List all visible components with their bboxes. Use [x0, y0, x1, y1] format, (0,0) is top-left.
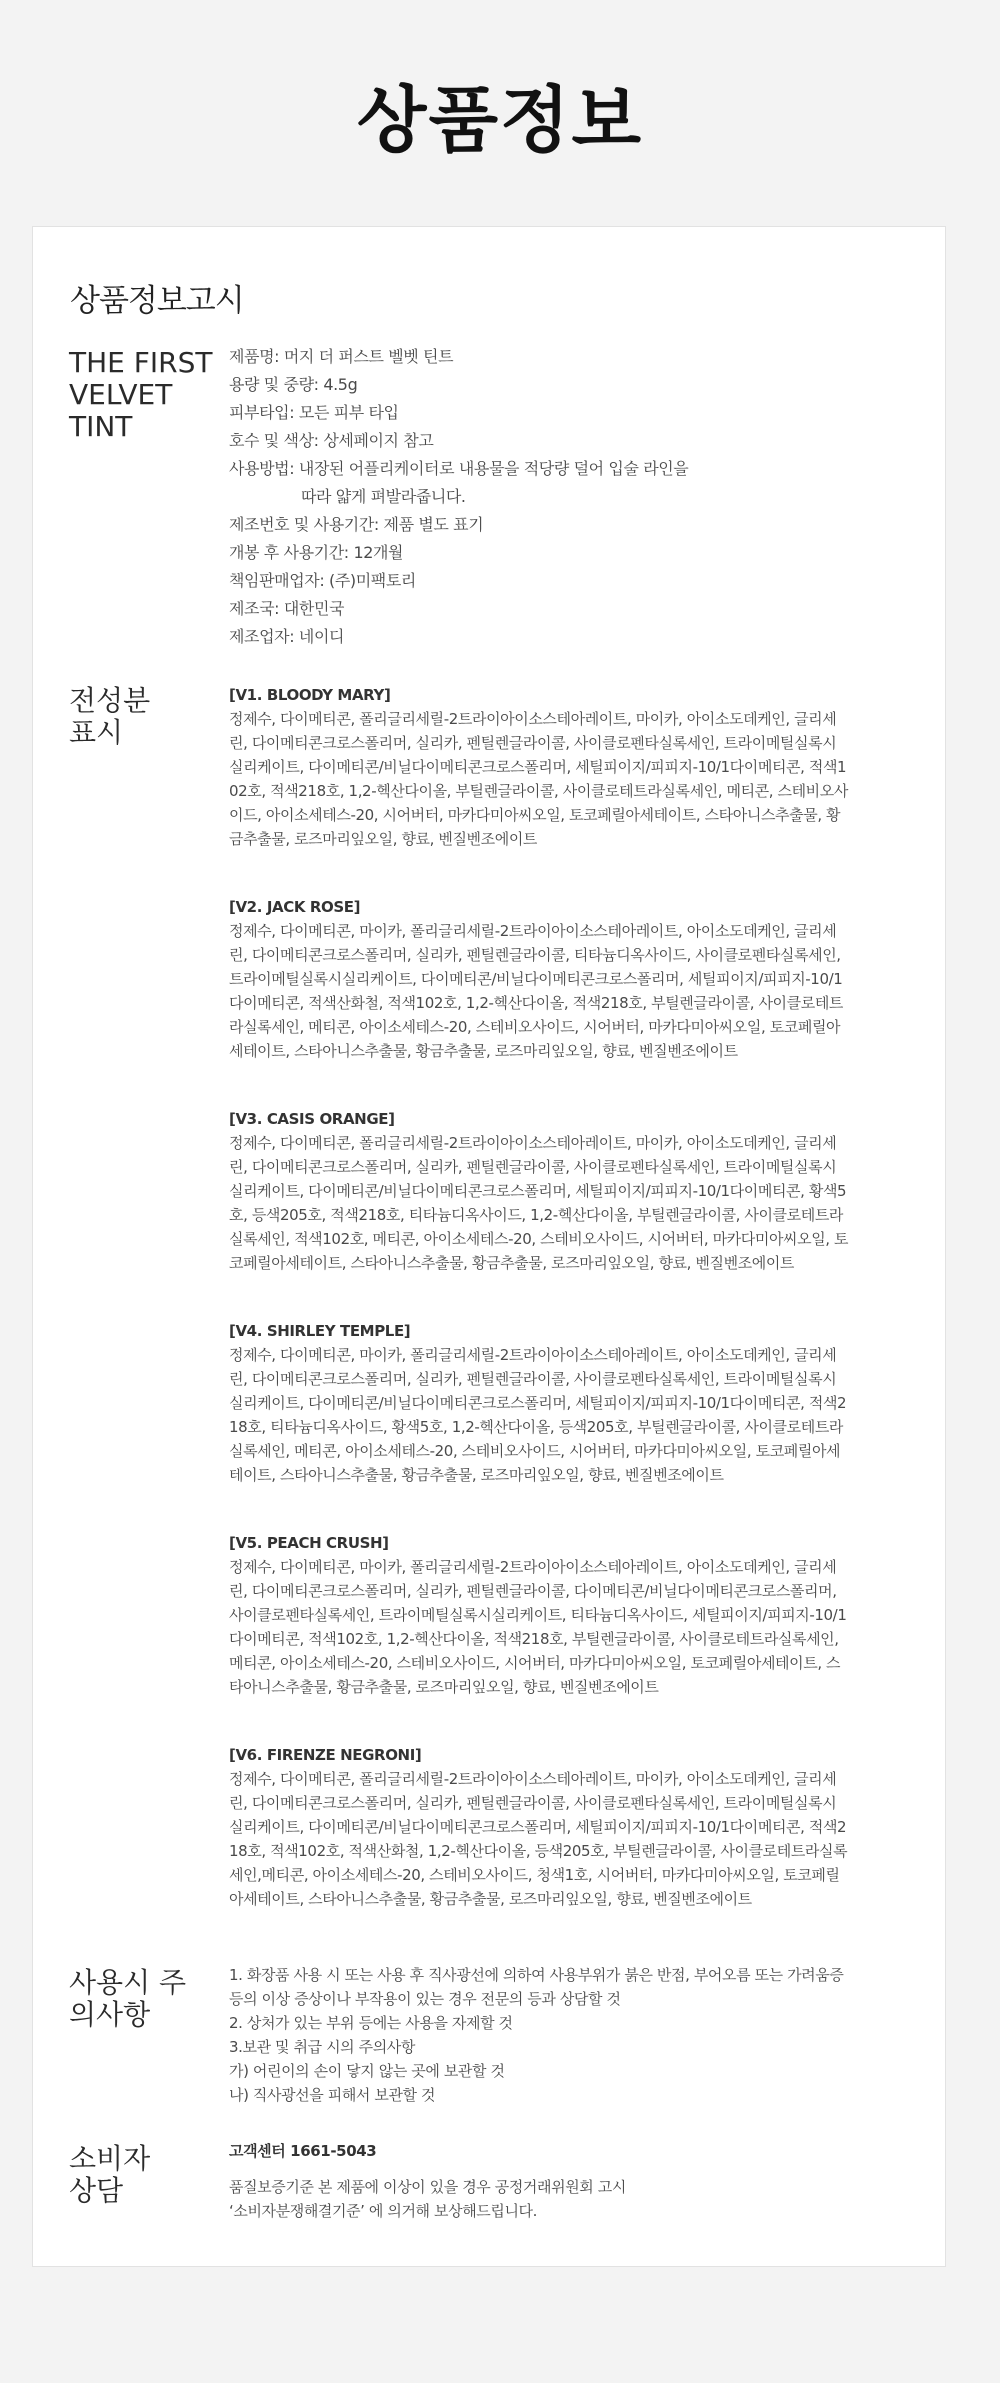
variant-ingredients: 정제수, 다이메티콘, 마이카, 폴리글리세릴-2트라이아이소스테아레이트, 아이소도데케인, 글리세린, 다이메티콘크로스폴리머, 실리카, 펜틸렌글라이콜, 티타늄디옥사이드, 사이클로펜타실록세인, 트라이메틸실록시실리케이트, 다이메티콘/비닐다이메티콘크로스폴리머, 세틸피이지/피피지-10/1다이메티콘, 적색산화철, 적색102호, 1,2-헥산다이올, 적색218호, 부틸렌글라이콜, 사이클로테트라실록세인, 메티콘, 아이소세테스-20, 스테비오사이드, 시어버터, 마카다미아씨오일, 토코페릴아세테이트, 스타아니스추출물, 황금추출물, 로즈마리잎오일, 향료, 벤질벤조에이트 — [229, 922, 844, 1060]
skin-type-line: 피부타입: 모든 피부 타입 — [229, 403, 399, 422]
variant-name: [V1. BLOODY MARY] — [229, 686, 391, 704]
distributor-line: 책임판매업자: (주)미팩토리 — [229, 571, 416, 590]
page-title: 상품정보 — [356, 78, 644, 162]
variant-ingredients: 정제수, 다이메티콘, 마이카, 폴리글리세릴-2트라이아이소스테아레이트, 아이소도데케인, 글리세린, 다이메티콘크로스폴리머, 실리카, 펜틸렌글라이콜, 사이클로펜타실록세인, 트라이메틸실록시실리케이트, 다이메티콘/비닐다이메티콘크로스폴리머, 세틸피이지/피피지-10/1다이메티콘, 적색218호, 티타늄디옥사이드, 황색5호, 1,2-헥산다이올, 등색205호, 부틸렌글라이콜, 사이클로테트라실록세인, 메티콘, 아이소세테스-20, 스테비오사이드, 시어버터, 마카다미아씨오일, 토코페릴아세테이트, 스타아니스추출물, 황금추출물, 로즈마리잎오일, 향료, 벤질벤조에이트 — [229, 1346, 847, 1484]
variant-ingredients: 정제수, 다이메티콘, 마이카, 폴리글리세릴-2트라이아이소스테아레이트, 아이소도데케인, 글리세린, 다이메티콘크로스폴리머, 실리카, 펜틸렌글라이콜, 다이메티콘/비닐다이메티콘크로스폴리머, 사이클로펜타실록세인, 트라이메틸실록시실리케이트, 티타늄디옥사이드, 세틸피이지/피피지-10/1다이메티콘, 적색102호, 1,2-헥산다이올, 적색218호, 부틸렌글라이콜, 사이클로테트라실록세인, 메티콘, 아이소세테스-20, 스테비오사이드, 시어버터, 마카다미아씨오일, 토코페릴아세테이트, 스타아니스추출물, 황금추출물, 로즈마리잎오일, 향료, 벤질벤조에이트 — [229, 1558, 847, 1696]
consumer-line: 품질보증기준 본 제품에 이상이 있을 경우 공정거래위원회 고시 — [229, 2178, 626, 2196]
caution-label: 사용시 주의사항 — [69, 1966, 187, 2031]
caution-line: 나) 직사광선을 피해서 보관할 것 — [229, 2086, 436, 2104]
shade-line: 호수 및 색상: 상세페이지 참고 — [229, 431, 434, 450]
caution-list — [229, 1963, 849, 2107]
usage-line: 사용방법: 내장된 어플리케이터로 내용물을 적당량 덜어 입술 라인을 — [229, 459, 689, 478]
customer-center: 고객센터 1661-5043 — [229, 2142, 377, 2160]
product-name-line: 제품명: 머지 더 퍼스트 벨벳 틴트 — [229, 347, 454, 366]
product-info-list — [229, 343, 849, 651]
section-heading: 상품정보고시 — [70, 283, 244, 319]
product-info-card — [32, 226, 946, 2267]
variant-name: [V3. CASIS ORANGE] — [229, 1110, 395, 1128]
ingredient-variant — [229, 1531, 849, 1699]
caution-line: 가) 어린이의 손이 닿지 않는 곳에 보관할 것 — [229, 2062, 505, 2080]
variant-ingredients: 정제수, 다이메티콘, 폴리글리세릴-2트라이아이소스테아레이트, 마이카, 아이소도데케인, 글리세린, 다이메티콘크로스폴리머, 실리카, 펜틸렌글라이콜, 사이클로펜타실록세인, 트라이메틸실록시실리케이트, 다이메티콘/비닐다이메티콘크로스폴리머, 세틸피이지/피피지-10/1다이메티콘, 적색102호, 적색218호, 1,2-헥산다이올, 부틸렌글라이콜, 사이클로테트라실록세인, 메티콘, 스테비오사이드, 아이소세테스-20, 시어버터, 마카다미아씨오일, 토코페릴아세테이트, 스타아니스추출물, 황금추출물, 로즈마리잎오일, 향료, 벤질벤조에이트 — [229, 710, 848, 848]
batch-line: 제조번호 및 사용기간: 제품 별도 표기 — [229, 515, 484, 534]
caution-line: 2. 상처가 있는 부위 등에는 사용을 자제할 것 — [229, 2014, 513, 2032]
after-opening-line: 개봉 후 사용기간: 12개월 — [229, 543, 404, 562]
caution-line: 3.보관 및 취급 시의 주의사항 — [229, 2038, 415, 2056]
variant-name: [V5. PEACH CRUSH] — [229, 1534, 389, 1552]
consumer-info — [229, 2139, 849, 2223]
manufacturer-line: 제조업자: 네이디 — [229, 627, 345, 646]
volume-line: 용량 및 중량: 4.5g — [229, 375, 358, 394]
caution-line: 1. 화장품 사용 시 또는 사용 후 직사광선에 의하여 사용부위가 붉은 반점, 부어오름 또는 가려움증 등의 이상 증상이나 부작용이 있는 경우 전문의 등과 상담할 것 — [229, 1966, 844, 2008]
ingredient-variant — [229, 1319, 849, 1487]
ingredient-variant — [229, 1743, 849, 1911]
variant-name: [V6. FIRENZE NEGRONI] — [229, 1746, 422, 1764]
ingredients-label: 전성분 표시 — [69, 684, 151, 749]
product-name-label: THE FIRST VELVET TINT — [69, 346, 213, 443]
variant-name: [V2. JACK ROSE] — [229, 898, 361, 916]
consumer-line: ‘소비자분쟁해결기준’ 에 의거해 보상해드립니다. — [229, 2202, 538, 2220]
usage-line-continued: 따라 얇게 펴발라줍니다. — [301, 487, 466, 506]
variant-ingredients: 정제수, 다이메티콘, 폴리글리세릴-2트라이아이소스테아레이트, 마이카, 아이소도데케인, 글리세린, 다이메티콘크로스폴리머, 실리카, 펜틸렌글라이콜, 사이클로펜타실록세인, 트라이메틸실록시실리케이트, 다이메티콘/비닐다이메티콘크로스폴리머, 세틸피이지/피피지-10/1다이메티콘, 황색5호, 등색205호, 적색218호, 티타늄디옥사이드, 1,2-헥산다이올, 부틸렌글라이콜, 사이클로테트라실록세인, 적색102호, 메티콘, 아이소세테스-20, 스테비오사이드, 시어버터, 마카다미아씨오일, 토코페릴아세테이트, 스타아니스추출물, 황금추출물, 로즈마리잎오일, 향료, 벤질벤조에이트 — [229, 1134, 849, 1272]
variant-ingredients: 정제수, 다이메티콘, 폴리글리세릴-2트라이아이소스테아레이트, 마이카, 아이소도데케인, 글리세린, 다이메티콘크로스폴리머, 실리카, 펜틸렌글라이콜, 사이클로펜타실록세인, 트라이메틸실록시실리케이트, 다이메티콘/비닐다이메티콘크로스폴리머, 세틸피이지/피피지-10/1다이메티콘, 적색218호, 적색102호, 적색산화철, 1,2-헥산다이올, 등색205호, 부틸렌글라이콜, 사이클로테트라실록세인,메티콘, 아이소세테스-20, 스테비오사이드, 청색1호, 시어버터, 마카다미아씨오일, 토코페릴아세테이트, 스타아니스추출물, 황금추출물, 로즈마리잎오일, 향료, 벤질벤조에이트 — [229, 1770, 848, 1908]
country-line: 제조국: 대한민국 — [229, 599, 345, 618]
consumer-label: 소비자 상담 — [69, 2142, 151, 2207]
variant-name: [V4. SHIRLEY TEMPLE] — [229, 1322, 411, 1340]
ingredient-variant — [229, 895, 849, 1063]
ingredient-variant — [229, 1107, 849, 1275]
ingredient-variant — [229, 683, 849, 851]
